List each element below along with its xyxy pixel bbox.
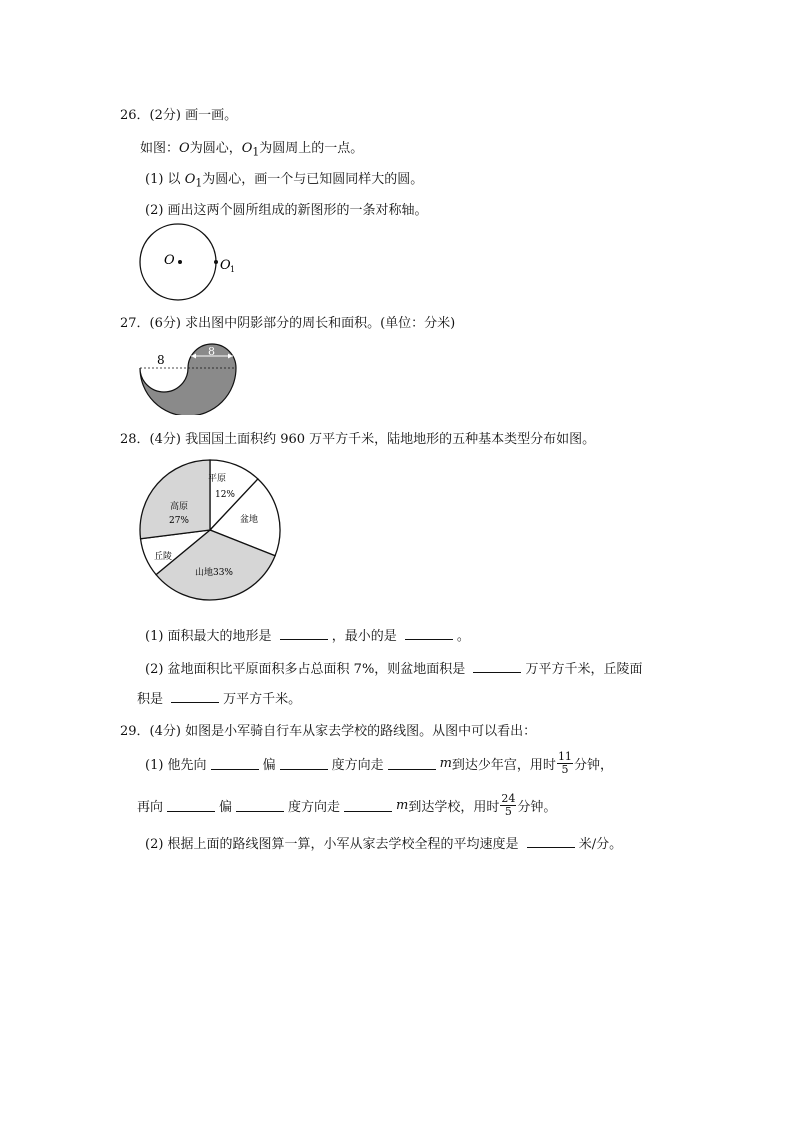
q28-line1-mid: ，最小的是: [331, 629, 401, 644]
q26-sub1: 1: [252, 145, 260, 159]
answer-blank-largest[interactable]: [280, 627, 328, 640]
label-pingyuan: 平原: [207, 474, 227, 484]
q26-item1-sub: 1: [195, 176, 203, 190]
q26-intro-pre: 如图：: [140, 141, 180, 156]
answer-blank-dist1[interactable]: [388, 757, 436, 770]
q26-figure: [130, 222, 250, 306]
fraction1-numerator: 11: [557, 749, 572, 763]
q26-item2: (2) 画出这两个圆所组成的新图形的一条对称轴。: [145, 203, 428, 218]
fraction-24-5: [500, 793, 516, 818]
q29-l1-e: 分钟，: [573, 757, 613, 773]
q26-intro: [140, 137, 363, 159]
q27-label-left: 8: [157, 353, 165, 367]
q28-line3-post: 万平方千米。: [223, 692, 302, 707]
q28-line3: [137, 688, 301, 707]
q26-fig-o1: O: [220, 258, 231, 273]
q29-l2-e: 分钟。: [517, 799, 557, 815]
q26-item1: [145, 168, 423, 190]
label-pingyuan-pct: 12%: [214, 490, 236, 500]
q26-item1-pre: (1) 以: [145, 172, 185, 187]
q29-l3-a: (2) 根据上面的路线图算一算，小军从家去学校全程的平均速度是: [145, 837, 523, 852]
q28-line2-pre: (2) 盆地面积比平原面积多占总面积 7%，则盆地面积是: [145, 662, 470, 677]
q29-l2-m: m: [396, 797, 409, 813]
q28-title: 28．(4分) 我国国土面积约 960 万平方千米，陆地地形的五种基本类型分布如图。: [120, 432, 596, 447]
q26-o1: O: [241, 141, 253, 156]
label-gaoyuan-pct: 27%: [168, 516, 190, 526]
q27-shaded-region: [140, 344, 236, 415]
q28-line2: [145, 658, 642, 677]
label-shandi: 山地33%: [194, 568, 234, 578]
q28-line1-post: 。: [456, 629, 470, 644]
q28-line3-pre: 积是: [137, 692, 168, 707]
q29-l1-c: 度方向走: [331, 757, 384, 773]
q29-l2-b: 偏: [219, 799, 233, 815]
q28-line1: [145, 625, 470, 644]
answer-blank-speed[interactable]: [527, 835, 575, 848]
answer-blank-pendi[interactable]: [473, 660, 521, 673]
q28-line2-mid: 万平方千米，丘陵面: [525, 662, 643, 677]
q26-fig-o: O: [164, 253, 175, 268]
fraction2-numerator: 24: [501, 791, 516, 805]
q29-l1-b: 偏: [262, 757, 276, 773]
q29-l1-d: 到达少年宫，用时: [451, 757, 556, 773]
q26-intro-mid: 为圆心，: [189, 141, 242, 156]
q26-fig-sub: 1: [230, 265, 236, 274]
q27-title: 27．(6分) 求出图中阴影部分的周长和面积。(单位：分米): [120, 316, 456, 331]
label-gaoyuan: 高原: [169, 502, 189, 512]
fraction1-denominator: 5: [561, 762, 569, 776]
q26-o1-dot: [214, 260, 218, 264]
q29-l3-b: 米/分。: [578, 837, 623, 852]
q29-l2-c: 度方向走: [288, 799, 341, 815]
answer-blank-smallest[interactable]: [405, 627, 453, 640]
pie-chart: [135, 455, 285, 605]
answer-blank-deg1[interactable]: [280, 757, 328, 770]
answer-blank-dir1[interactable]: [211, 757, 259, 770]
q29-title: 29．(4分) 如图是小军骑自行车从家去学校的路线图。从图中可以看出：: [120, 724, 537, 739]
q26-title: 26．(2分) 画一画。: [120, 108, 238, 123]
q29-l1-m: m: [439, 755, 452, 771]
q27-figure: [135, 340, 245, 415]
answer-blank-dir2[interactable]: [167, 799, 215, 812]
q29-line3: [145, 833, 622, 852]
pie-slice-4: [140, 460, 210, 539]
q27-label-top: 8: [208, 345, 215, 358]
q29-l1-a: (1) 他先向: [145, 757, 207, 773]
q29-line1: [145, 748, 613, 778]
q26-o: O: [179, 141, 190, 156]
fraction2-denominator: 5: [504, 804, 512, 818]
q28-line1-pre: (1) 面积最大的地形是: [145, 629, 276, 644]
q29-l2-d: 到达学校，用时: [408, 799, 500, 815]
q26-intro-post: 为圆周上的一点。: [259, 141, 364, 156]
q29-l2-a: 再向: [137, 799, 164, 815]
answer-blank-dist2[interactable]: [344, 799, 392, 812]
answer-blank-qiuling[interactable]: [171, 690, 219, 703]
q26-center-dot: [178, 260, 182, 264]
label-pendi: 盆地: [239, 515, 259, 525]
q26-item1-post: 为圆心，画一个与已知圆同样大的圆。: [202, 172, 424, 187]
fraction-11-5: [557, 751, 573, 776]
answer-blank-deg2[interactable]: [236, 799, 284, 812]
q26-item1-o1: O: [184, 172, 196, 187]
label-qiuling: 丘陵: [153, 552, 173, 562]
q29-line2: [137, 790, 556, 820]
